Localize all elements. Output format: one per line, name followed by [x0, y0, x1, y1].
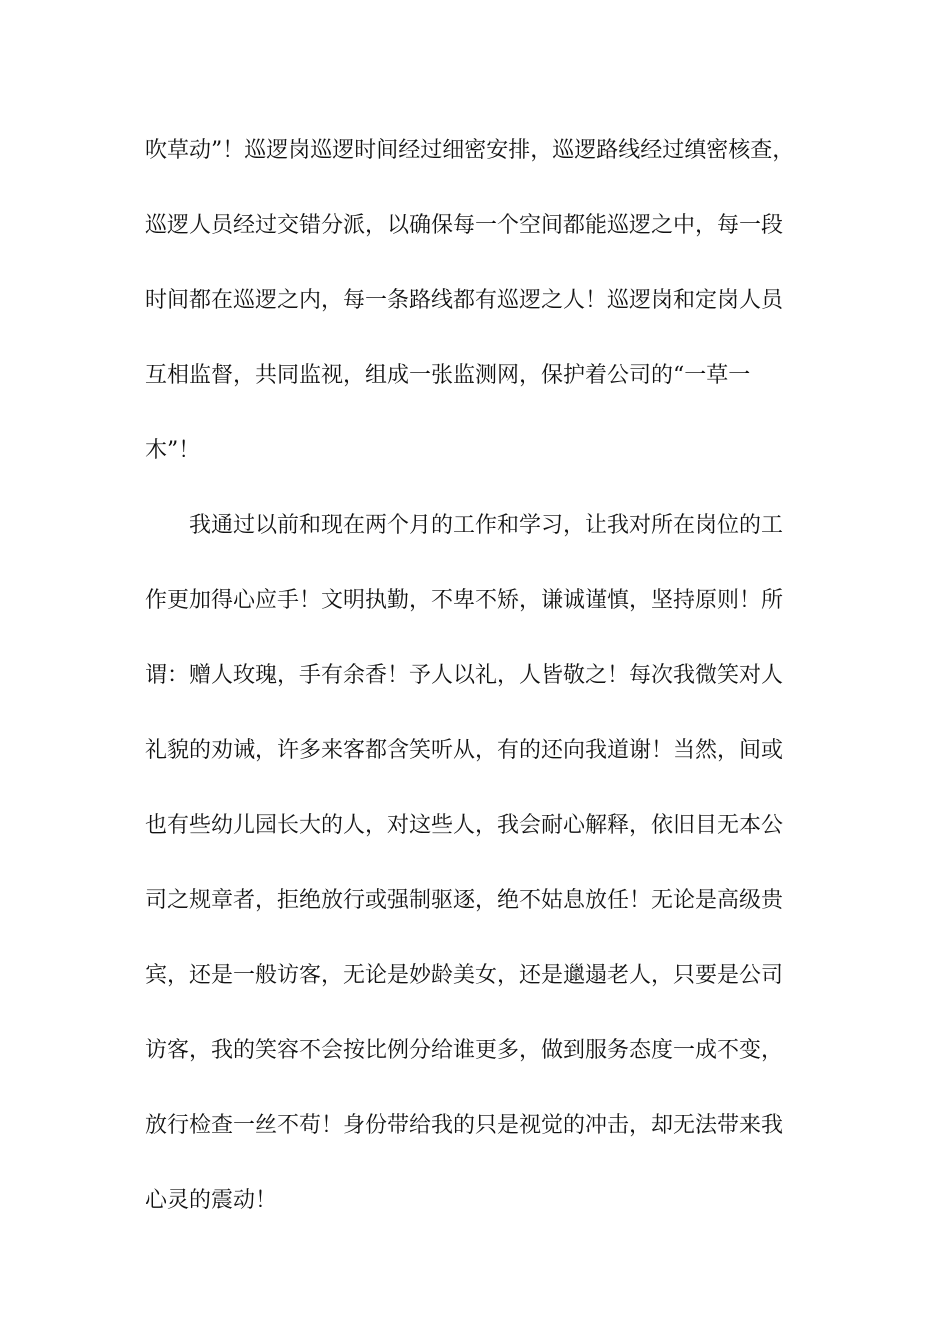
text-line: 礼貌的劝诫，许多来客都含笑听从，有的还向我道谢！当然，间或: [145, 738, 784, 763]
text-line: 司之规章者，拒绝放行或强制驱逐，绝不姑息放任！无论是高级贵: [145, 888, 784, 913]
text-line: 作更加得心应手！文明执勤，不卑不矫，谦诚谨慎，坚持原则！所: [145, 588, 784, 613]
text-line: 心灵的震动！: [145, 1188, 278, 1213]
text-line: 放行检查一丝不苟！身份带给我的只是视觉的冲击，却无法带来我: [145, 1113, 784, 1138]
paragraph-first-line: 我通过以前和现在两个月的工作和学习，让我对所在岗位的工: [189, 513, 784, 538]
text-line: 巡逻人员经过交错分派，以确保每一个空间都能巡逻之中，每一段: [145, 213, 784, 238]
text-line: 谓：赠人玫瑰，手有余香！予人以礼，人皆敬之！每次我微笑对人: [145, 663, 784, 688]
text-line: 时间都在巡逻之内，每一条路线都有巡逻之人！巡逻岗和定岗人员: [145, 288, 784, 313]
text-line: 宾，还是一般访客，无论是妙龄美女，还是邋遢老人，只要是公司: [145, 963, 784, 988]
text-line: 互相监督，共同监视，组成一张监测网，保护着公司的“一草一: [145, 363, 751, 388]
text-line: 吹草动”！巡逻岗巡逻时间经过细密安排，巡逻路线经过缜密核查，: [145, 138, 795, 163]
text-line: 访客，我的笑容不会按比例分给谁更多，做到服务态度一成不变，: [145, 1038, 784, 1063]
text-line: 木”！: [145, 438, 201, 463]
text-line: 也有些幼儿园长大的人，对这些人，我会耐心解释，依旧目无本公: [145, 813, 784, 838]
